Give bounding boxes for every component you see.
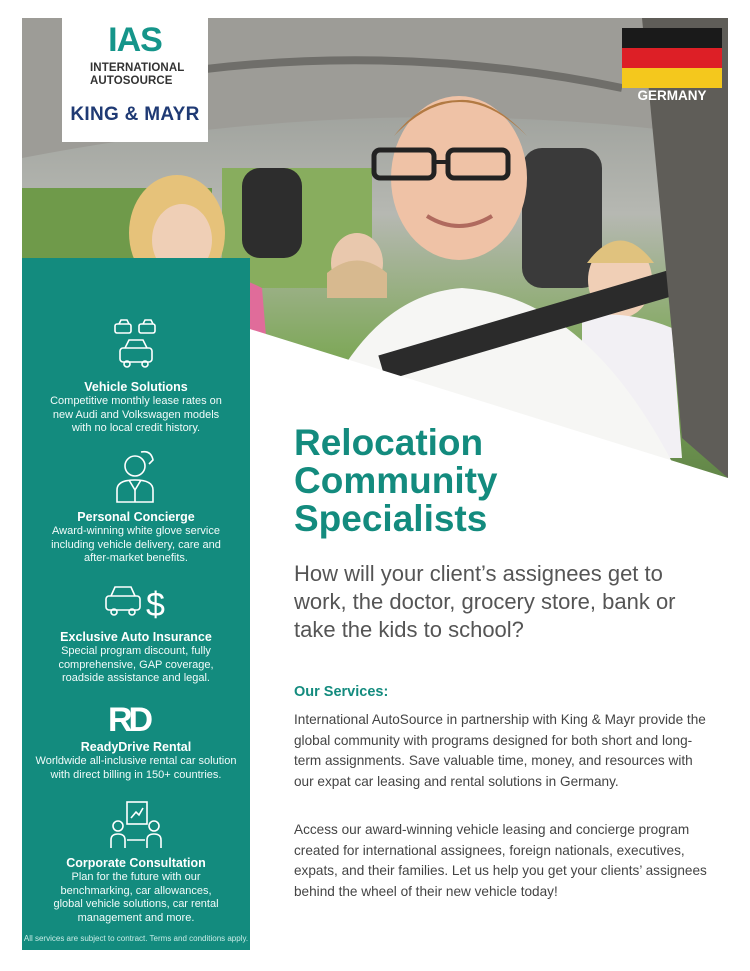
readydrive-logo-icon [106, 702, 166, 734]
ias-logo-text: INTERNATIONAL AUTOSOURCE [90, 62, 185, 87]
svg-text:$: $ [146, 586, 165, 624]
disclaimer-text: All services are subject to contract. Terms and conditions apply. [23, 934, 249, 943]
service-description: Competitive monthly lease rates on new Audi and Volkswagen models with no local credit history. [50, 395, 222, 434]
service-description: Special program discount, fully comprehensive, GAP coverage, roadside assistance and legal. [58, 645, 214, 684]
two-cars-icon [111, 318, 161, 372]
services-paragraph-2: Access our award-winning vehicle leasing and concierge program created for international assignees, foreign nationals, executives, expats, and their families. Let us help you get your clients’ assignees behind the wheel of their new vehicle today! [294, 822, 707, 899]
service-title: ReadyDrive Rental [80, 740, 192, 754]
country-label: GERMANY [637, 88, 707, 103]
king-mayr-logo: KING & MAYR [70, 104, 200, 125]
germany-flag-icon [622, 28, 722, 88]
company-logo [62, 18, 208, 142]
concierge-phone-icon [111, 446, 161, 504]
service-auto-insurance [22, 580, 250, 686]
service-readydrive-rental [22, 702, 250, 782]
service-description: Plan for the future with our benchmarking, car allowances, global vehicle solutions, car rental management and more. [53, 871, 219, 924]
presentation-icon [109, 800, 163, 850]
page-headline: Relocation Community Specialists [294, 422, 498, 539]
service-title: Exclusive Auto Insurance [60, 630, 212, 644]
car-dollar-icon [104, 580, 168, 624]
svg-text:RD: RD [108, 702, 150, 734]
intro-question: How will your client’s assignees get to work, the doctor, grocery store, bank or take the kids to school? [294, 561, 676, 642]
ias-logo: IAS [108, 21, 162, 59]
services-paragraph-1: International AutoSource in partnership with King & Mayr provide the global community with programs designed for both short and long-term assignments. Save valuable time, money, and resources with our expat car leasing and rental solutions in Germany. [294, 712, 706, 789]
service-description: Worldwide all-inclusive rental car solution with direct billing in 150+ countries. [35, 755, 237, 781]
service-title: Personal Concierge [77, 510, 195, 524]
service-description: Award-winning white glove service including vehicle delivery, care and after-market benefits. [51, 525, 221, 564]
service-title: Corporate Consultation [66, 856, 206, 870]
our-services-heading: Our Services: [294, 684, 389, 700]
service-title: Vehicle Solutions [84, 380, 188, 394]
service-vehicle-solutions [22, 318, 250, 436]
service-corporate-consultation [22, 800, 250, 925]
service-personal-concierge [22, 446, 250, 566]
